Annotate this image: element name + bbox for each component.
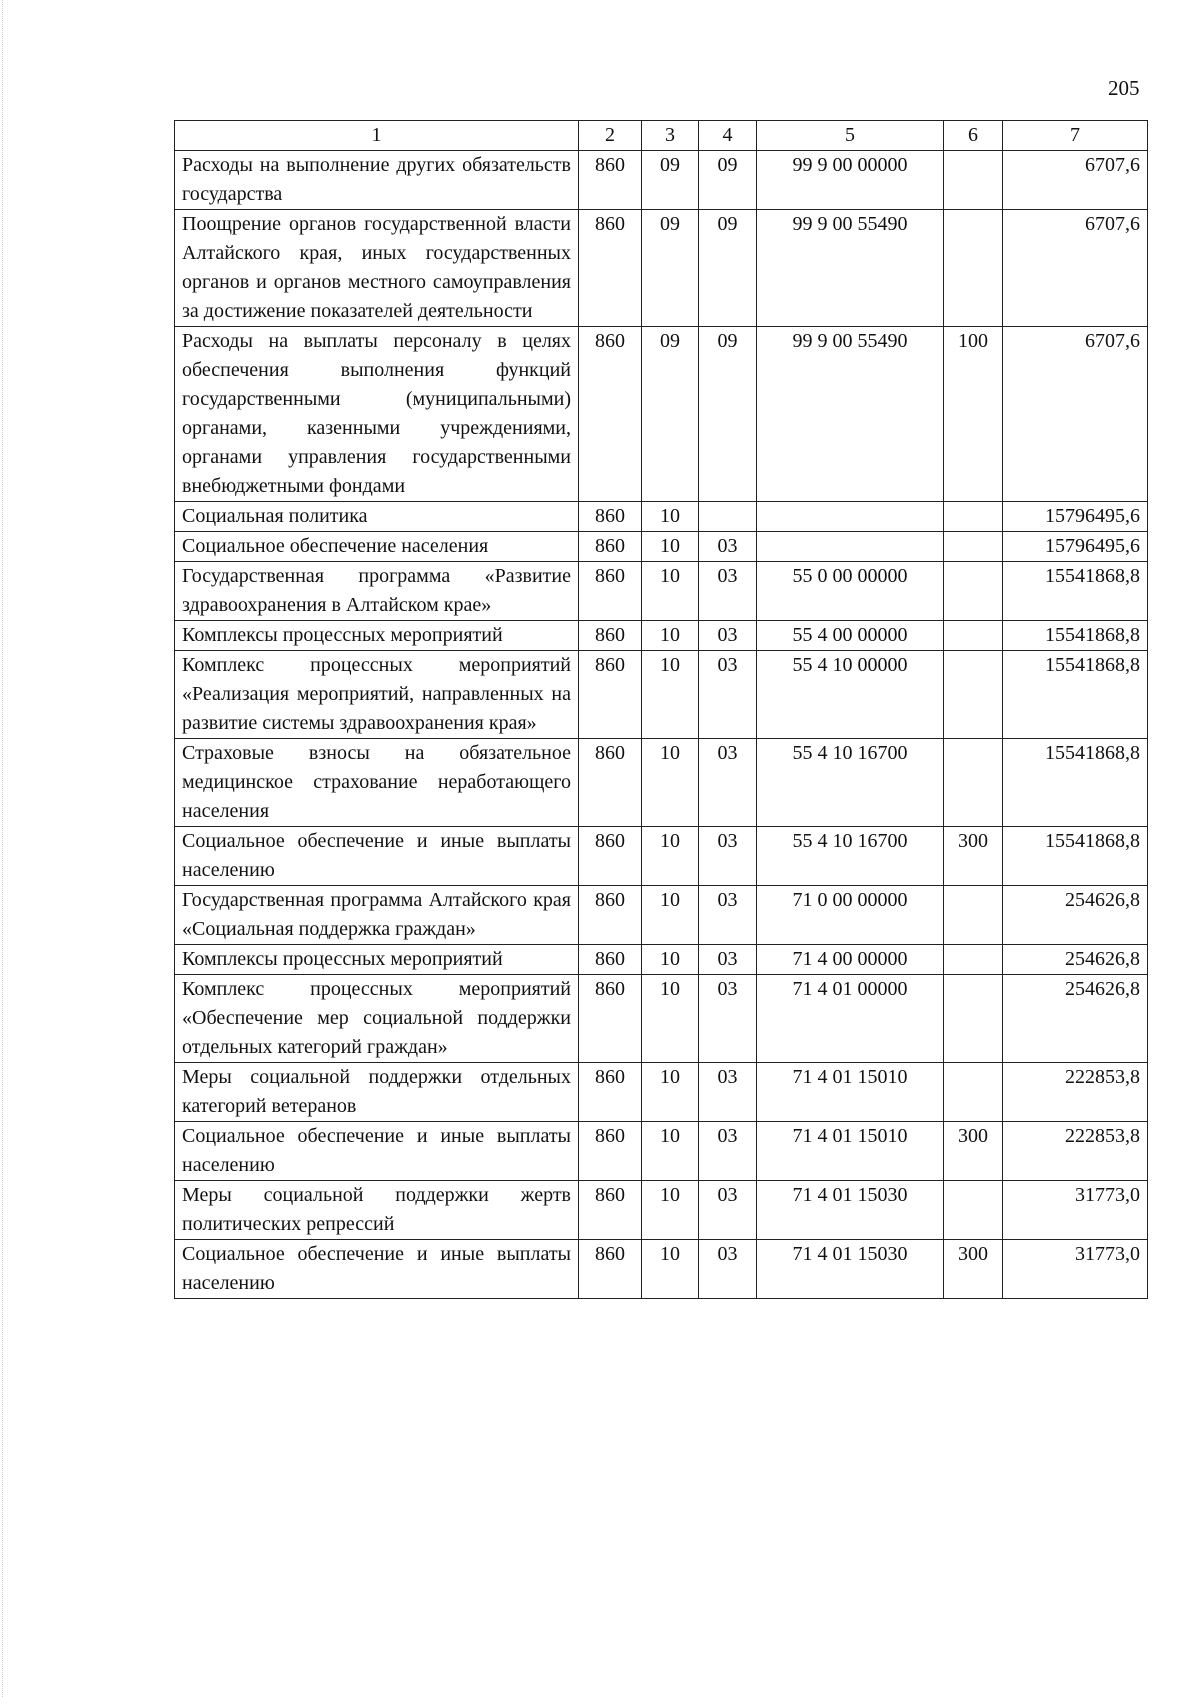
- cell-amount: 222853,8: [1003, 1063, 1148, 1122]
- row-name: Комплексы процессных мероприятий: [175, 621, 579, 651]
- cell-expense-type: [944, 151, 1003, 210]
- table-row: [175, 1063, 1148, 1122]
- row-name: Страховые взносы на обязательное медицинское страхование неработающего населения: [175, 739, 579, 827]
- cell-subsection: 09: [699, 210, 757, 327]
- row-name: Расходы на выплаты персоналу в целях обеспечения выполнения функций государственными (муниципальными) органами, казенными учреждениями, органами управления государственными внебюджетными фондами: [175, 327, 579, 502]
- cell-expense-type: [944, 651, 1003, 739]
- cell-expense-type: [944, 210, 1003, 327]
- cell-expense-type: [944, 562, 1003, 621]
- cell-amount: 15541868,8: [1003, 651, 1148, 739]
- cell-ministry-code: 860: [579, 651, 642, 739]
- cell-target-article: 71 4 01 15030: [757, 1240, 944, 1299]
- cell-expense-type: [944, 975, 1003, 1063]
- cell-subsection: 03: [699, 945, 757, 975]
- header-cell: 3: [642, 121, 699, 151]
- cell-target-article: 71 4 01 15030: [757, 1181, 944, 1240]
- cell-expense-type: [944, 502, 1003, 532]
- cell-subsection: 03: [699, 562, 757, 621]
- cell-subsection: 03: [699, 532, 757, 562]
- cell-amount: 254626,8: [1003, 975, 1148, 1063]
- cell-amount: 15796495,6: [1003, 502, 1148, 532]
- row-name: Расходы на выполнение других обязательств государства: [175, 151, 579, 210]
- cell-subsection: 03: [699, 886, 757, 945]
- cell-ministry-code: 860: [579, 502, 642, 532]
- cell-target-article: 71 0 00 00000: [757, 886, 944, 945]
- cell-expense-type: 300: [944, 1240, 1003, 1299]
- page-number: 205: [1108, 76, 1140, 100]
- table-row: [175, 827, 1148, 886]
- cell-section: 10: [642, 739, 699, 827]
- cell-expense-type: 300: [944, 827, 1003, 886]
- table-row: [175, 532, 1148, 562]
- cell-section: 10: [642, 975, 699, 1063]
- cell-target-article: 55 4 00 00000: [757, 621, 944, 651]
- cell-target-article: [757, 502, 944, 532]
- table-row: [175, 151, 1148, 210]
- cell-ministry-code: 860: [579, 827, 642, 886]
- header-cell: 5: [757, 121, 944, 151]
- cell-target-article: 55 4 10 16700: [757, 827, 944, 886]
- header-cell: 7: [1003, 121, 1148, 151]
- row-name: Комплекс процессных мероприятий «Реализация мероприятий, направленных на развитие системы здравоохранения края»: [175, 651, 579, 739]
- row-name: Социальная политика: [175, 502, 579, 532]
- row-name: Комплексы процессных мероприятий: [175, 945, 579, 975]
- row-name: Меры социальной поддержки жертв политических репрессий: [175, 1181, 579, 1240]
- row-name: Социальное обеспечение и иные выплаты населению: [175, 827, 579, 886]
- cell-subsection: 03: [699, 1181, 757, 1240]
- row-name: Социальное обеспечение населения: [175, 532, 579, 562]
- cell-target-article: 99 9 00 55490: [757, 327, 944, 502]
- cell-subsection: [699, 502, 757, 532]
- row-name: Социальное обеспечение и иные выплаты населению: [175, 1240, 579, 1299]
- cell-amount: 15541868,8: [1003, 562, 1148, 621]
- cell-section: 10: [642, 1240, 699, 1299]
- cell-amount: 6707,6: [1003, 151, 1148, 210]
- table-row: [175, 562, 1148, 621]
- table-row: [175, 502, 1148, 532]
- cell-target-article: 55 4 10 16700: [757, 739, 944, 827]
- cell-amount: 15541868,8: [1003, 827, 1148, 886]
- cell-amount: 15796495,6: [1003, 532, 1148, 562]
- table-row: [175, 621, 1148, 651]
- header-cell: 1: [175, 121, 579, 151]
- table-row: [175, 975, 1148, 1063]
- table-row: [175, 210, 1148, 327]
- cell-section: 10: [642, 945, 699, 975]
- cell-expense-type: [944, 945, 1003, 975]
- cell-target-article: 99 9 00 00000: [757, 151, 944, 210]
- table-row: [175, 945, 1148, 975]
- cell-ministry-code: 860: [579, 562, 642, 621]
- cell-subsection: 03: [699, 621, 757, 651]
- cell-ministry-code: 860: [579, 1181, 642, 1240]
- header-cell: 2: [579, 121, 642, 151]
- cell-amount: 31773,0: [1003, 1181, 1148, 1240]
- cell-expense-type: [944, 1063, 1003, 1122]
- row-name: Государственная программа Алтайского края «Социальная поддержка граждан»: [175, 886, 579, 945]
- cell-subsection: 09: [699, 327, 757, 502]
- cell-section: 10: [642, 532, 699, 562]
- header-row: [175, 121, 1148, 151]
- table-row: [175, 1240, 1148, 1299]
- cell-subsection: 03: [699, 1240, 757, 1299]
- table-row: [175, 886, 1148, 945]
- cell-subsection: 03: [699, 1063, 757, 1122]
- cell-subsection: 03: [699, 651, 757, 739]
- cell-amount: 15541868,8: [1003, 621, 1148, 651]
- cell-subsection: 03: [699, 827, 757, 886]
- cell-target-article: 99 9 00 55490: [757, 210, 944, 327]
- cell-target-article: [757, 532, 944, 562]
- cell-ministry-code: 860: [579, 532, 642, 562]
- cell-section: 09: [642, 210, 699, 327]
- scan-edge: [2, 0, 3, 1697]
- cell-amount: 6707,6: [1003, 327, 1148, 502]
- cell-section: 10: [642, 1063, 699, 1122]
- row-name: Поощрение органов государственной власти Алтайского края, иных государственных органов и органов местного самоуправления за достижение показателей деятельности: [175, 210, 579, 327]
- cell-ministry-code: 860: [579, 739, 642, 827]
- cell-expense-type: [944, 886, 1003, 945]
- cell-ministry-code: 860: [579, 1122, 642, 1181]
- cell-section: 10: [642, 562, 699, 621]
- cell-expense-type: 100: [944, 327, 1003, 502]
- cell-target-article: 55 0 00 00000: [757, 562, 944, 621]
- cell-amount: 6707,6: [1003, 210, 1148, 327]
- cell-section: 10: [642, 827, 699, 886]
- cell-ministry-code: 860: [579, 151, 642, 210]
- cell-ministry-code: 860: [579, 945, 642, 975]
- row-name: Комплекс процессных мероприятий «Обеспечение мер социальной поддержки отдельных категорий граждан»: [175, 975, 579, 1063]
- cell-expense-type: 300: [944, 1122, 1003, 1181]
- cell-subsection: 03: [699, 739, 757, 827]
- table-row: [175, 1181, 1148, 1240]
- cell-section: 10: [642, 1181, 699, 1240]
- row-name: Государственная программа «Развитие здравоохранения в Алтайском крае»: [175, 562, 579, 621]
- cell-subsection: 03: [699, 975, 757, 1063]
- cell-amount: 222853,8: [1003, 1122, 1148, 1181]
- cell-section: 09: [642, 327, 699, 502]
- cell-ministry-code: 860: [579, 975, 642, 1063]
- cell-section: 10: [642, 1122, 699, 1181]
- cell-section: 10: [642, 621, 699, 651]
- cell-target-article: 71 4 01 15010: [757, 1122, 944, 1181]
- cell-amount: 254626,8: [1003, 945, 1148, 975]
- header-cell: 6: [944, 121, 1003, 151]
- cell-amount: 254626,8: [1003, 886, 1148, 945]
- cell-section: 10: [642, 502, 699, 532]
- table-row: [175, 651, 1148, 739]
- row-name: Социальное обеспечение и иные выплаты населению: [175, 1122, 579, 1181]
- table-row: [175, 739, 1148, 827]
- table-row: [175, 1122, 1148, 1181]
- cell-amount: 15541868,8: [1003, 739, 1148, 827]
- cell-ministry-code: 860: [579, 210, 642, 327]
- table-row: [175, 327, 1148, 502]
- cell-expense-type: [944, 1181, 1003, 1240]
- cell-target-article: 55 4 10 00000: [757, 651, 944, 739]
- cell-subsection: 09: [699, 151, 757, 210]
- cell-expense-type: [944, 621, 1003, 651]
- cell-section: 09: [642, 151, 699, 210]
- cell-ministry-code: 860: [579, 1240, 642, 1299]
- row-name: Меры социальной поддержки отдельных категорий ветеранов: [175, 1063, 579, 1122]
- cell-section: 10: [642, 651, 699, 739]
- cell-amount: 31773,0: [1003, 1240, 1148, 1299]
- cell-target-article: 71 4 01 00000: [757, 975, 944, 1063]
- cell-target-article: 71 4 00 00000: [757, 945, 944, 975]
- cell-section: 10: [642, 886, 699, 945]
- cell-target-article: 71 4 01 15010: [757, 1063, 944, 1122]
- cell-subsection: 03: [699, 1122, 757, 1181]
- cell-ministry-code: 860: [579, 621, 642, 651]
- header-cell: 4: [699, 121, 757, 151]
- cell-ministry-code: 860: [579, 1063, 642, 1122]
- cell-expense-type: [944, 532, 1003, 562]
- cell-ministry-code: 860: [579, 886, 642, 945]
- budget-table: [174, 120, 1148, 1299]
- cell-expense-type: [944, 739, 1003, 827]
- cell-ministry-code: 860: [579, 327, 642, 502]
